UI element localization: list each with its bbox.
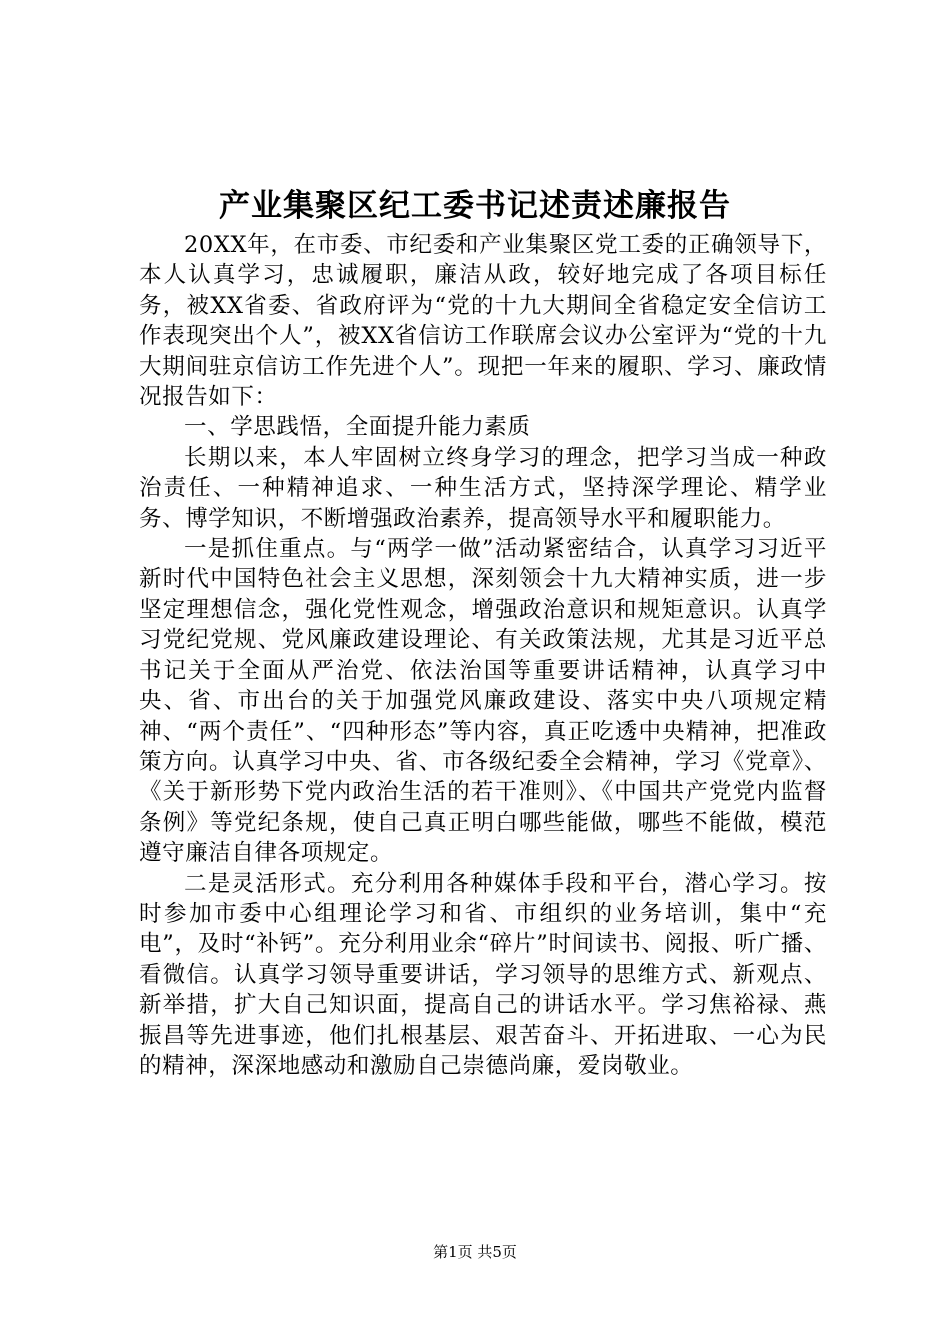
paragraph-intro: 20XX年，在市委、市纪委和产业集聚区党工委的正确领导下，本人认真学习，忠诚履职，廉洁从政，较好地完成了各项目标任务，被XX省委、省政府评为“党的十九大期间全省稳定安全信访工作表现突出个人”，被XX省信访工作联席会议办公室评为“党的十九大期间驻京信访工作先进个人”。现把一年来的履职、学习、廉政情况报告如下： xyxy=(139,232,827,411)
paragraph-study-overview: 长期以来，本人牢固树立终身学习的理念，把学习当成一种政治责任、一种精神追求、一种生活方式，坚持深学理论、精学业务、博学知识，不断增强政治素养，提高领导水平和履职能力。 xyxy=(139,444,827,532)
document-body xyxy=(139,230,827,1081)
paragraph-flexible-forms: 二是灵活形式。充分利用各种媒体手段和平台，潜心学习。按时参加市委中心组理论学习和省、市组织的业务培训，集中“充电”，及时“补钙”。充分利用业余“碎片”时间读书、阅报、听广播、看微信。认真学习领导重要讲话，学习领导的思维方式、新观点、新举措，扩大自己知识面，提高自己的讲话水平。学习焦裕禄、燕振昌等先进事迹，他们扎根基层、艰苦奋斗、开拓进取、一心为民的精神，深深地感动和激励自己崇德尚廉，爱岗敬业。 xyxy=(139,870,827,1079)
page-footer: 第1页 共5页 xyxy=(433,1243,517,1261)
section-heading-1: 一、学思践悟，全面提升能力素质 xyxy=(184,414,531,441)
paragraph-key-points: 一是抓住重点。与“两学一做”活动紧密结合，认真学习习近平新时代中国特色社会主义思想，深刻领会十九大精神实质，进一步坚定理想信念，强化党性观念，增强政治意识和规矩意识。认真学习党纪党规、党风廉政建设理论、有关政策法规，尤其是习近平总书记关于全面从严治党、依法治国等重要讲话精神，认真学习中央、省、市出台的关于加强党风廉政建设、落实中央八项规定精神、“两个责任”、“四种形态”等内容，真正吃透中央精神，把准政策方向。认真学习中央、省、市各级纪委全会精神，学习《党章》、《关于新形势下党内政治生活的若干准则》、《中国共产党党内监督条例》等党纪条规，使自己真正明白哪些能做，哪些不能做，模范遵守廉洁自律各项规定。 xyxy=(139,536,827,867)
document-title: 产业集聚区纪工委书记述责述廉报告 xyxy=(219,188,731,224)
